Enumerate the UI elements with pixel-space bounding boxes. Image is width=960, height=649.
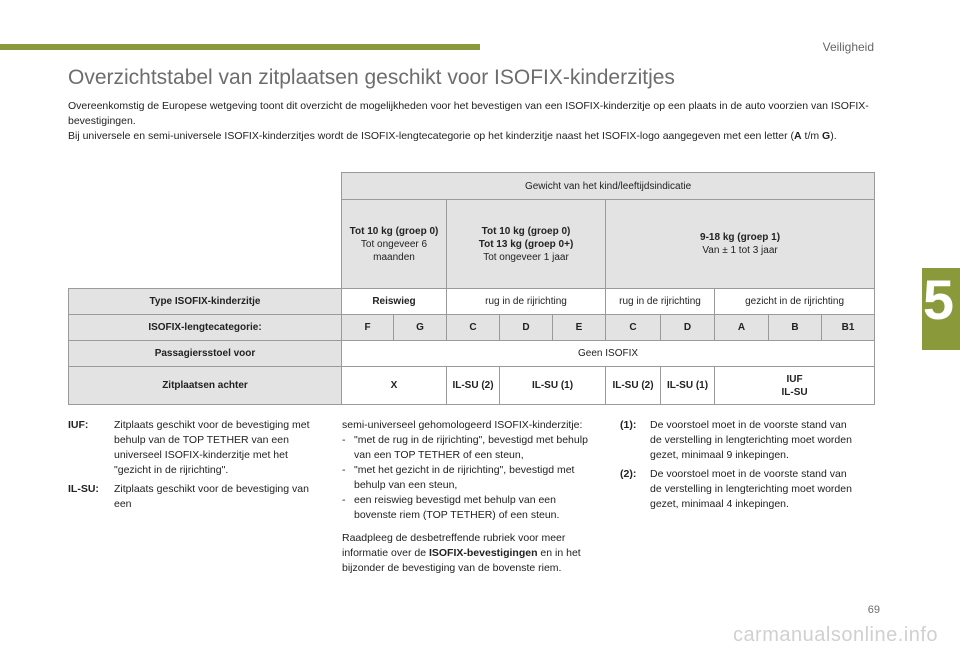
group-0plus-header (447, 200, 606, 289)
term-ilsu: IL-SU: (68, 483, 99, 495)
category-cell: D (661, 315, 715, 341)
row-label-rear-seats: Zitplaatsen achter (69, 367, 342, 405)
intro-paragraph-2 (68, 129, 880, 144)
table-row-category (69, 315, 875, 341)
rear-cell: IL-SU (1) (500, 367, 606, 405)
notes-column-3 (620, 418, 860, 516)
refer-pre: Raadpleeg de desbetreffende rubriek voor meer informatie over de (342, 532, 566, 559)
category-cell: C (606, 315, 661, 341)
group-0-weight: Tot 10 kg (groep 0) (349, 225, 439, 237)
chapter-number: 5 (922, 268, 954, 331)
page-number: 69 (867, 604, 880, 616)
rear-cell-iuf: IUF (786, 373, 803, 385)
category-cell: B1 (822, 315, 875, 341)
type-cell: rug in de rijrichting (606, 289, 715, 315)
rear-cell: IL-SU (2) (447, 367, 500, 405)
category-cell: A (715, 315, 769, 341)
group-1-header (606, 200, 875, 289)
intro-paragraph-1: Overeenkomstig de Europese wetgeving toont dit overzicht de mogelijkheden voor het bevestigen van een ISOFIX-kinderzitje op een plaats in de auto voorzien van ISOFIX-bevestigingen. (68, 100, 869, 127)
type-cell: rug in de rijrichting (447, 289, 606, 315)
intro-p2-mid: t/m (801, 130, 823, 142)
category-cell: F (342, 315, 394, 341)
category-cell: B (769, 315, 822, 341)
category-cell: D (500, 315, 553, 341)
type-cell: Reiswieg (342, 289, 447, 315)
row-label-category: ISOFIX-lengtecategorie: (69, 315, 342, 341)
page-title: Overzichtstabel van zitplaatsen geschikt voor ISOFIX-kinderzitjes (68, 66, 675, 89)
category-cell: G (394, 315, 447, 341)
row-label-type: Type ISOFIX-kinderzitje (69, 289, 342, 315)
refer-link-text: ISOFIX-bevestigingen (428, 547, 538, 559)
table-row-front-seat (69, 341, 875, 367)
intro-p2-letter-a: A (794, 130, 802, 142)
group-1-age: Van ± 1 tot 3 jaar (702, 245, 778, 256)
desc-note-2: De voorstoel moet in de voorste stand van de verstelling in lengterichting moet worden gezet, minimaal 4 inkepingen. (650, 468, 852, 510)
definition-ilsu (68, 482, 318, 512)
intro-p2-post: ). (830, 130, 837, 142)
weight-header: Gewicht van het kind/leeftijdsindicatie (342, 173, 875, 200)
type-cell: gezicht in de rijrichting (715, 289, 875, 315)
table-row-rear-seats (69, 367, 875, 405)
intro-text (68, 99, 880, 144)
table-row-type (69, 289, 875, 315)
row-label-front-seat: Passagiersstoel voor (69, 341, 342, 367)
group-0plus-weight-2: Tot 13 kg (groep 0+) (478, 238, 574, 250)
rear-cell-ilsu: IL-SU (781, 386, 808, 398)
term-iuf: IUF: (68, 419, 89, 431)
category-cell: C (447, 315, 500, 341)
intro-p2-pre: Bij universele en semi-universele ISOFIX-kinderzitjes wordt de ISOFIX-lengtecategorie op het kinderzitje naast het ISOFIX-logo aangegeven met een letter ( (68, 130, 795, 142)
category-cell: E (553, 315, 606, 341)
bullet-text: een reiswieg bevestigd met behulp van een bovenste riem (TOP TETHER) of een steun. (354, 494, 560, 521)
watermark: carmanualsonline.info (732, 624, 938, 646)
notes-column-1 (68, 418, 318, 516)
table-corner (69, 173, 342, 200)
list-item: - een reiswieg bevestigd met behulp van een bovenste riem (TOP TETHER) of een steun. (342, 493, 592, 523)
group-0plus-age: Tot ongeveer 1 jaar (483, 251, 569, 263)
semi-universal-intro: semi-universeel gehomologeerd ISOFIX-kinderzitje: (342, 419, 583, 431)
desc-ilsu: Zitplaats geschikt voor de bevestiging van een (114, 483, 309, 510)
list-item: - "met het gezicht in de rijrichting", bevestigd met behulp van een steun, (342, 463, 592, 493)
bullet-text: "met de rug in de rijrichting", bevestigd met behulp van een TOP TETHER of een steun, (354, 434, 588, 461)
rear-cell: IL-SU (1) (661, 367, 715, 405)
notes-column-2 (342, 418, 592, 576)
list-item: - "met de rug in de rijrichting", bevestigd met behulp van een TOP TETHER of een steun, (342, 433, 592, 463)
refer-paragraph (342, 531, 592, 576)
desc-note-1: De voorstoel moet in de voorste stand van de verstelling in lengterichting moet worden gezet, minimaal 9 inkepingen. (650, 419, 852, 461)
rear-cell: IL-SU (2) (606, 367, 661, 405)
group-0-age: Tot ongeveer 6 maanden (360, 238, 428, 263)
rear-cell-universal (715, 367, 875, 405)
term-note-1: (1): (620, 419, 637, 431)
isofix-table (68, 172, 875, 405)
footnote-1 (620, 418, 860, 463)
intro-p2-letter-g: G (822, 130, 831, 142)
term-note-2: (2): (620, 468, 637, 480)
section-label: Veiligheid (822, 40, 874, 54)
group-0-header (342, 200, 447, 289)
front-seat-value: Geen ISOFIX (342, 341, 875, 367)
footnote-2 (620, 467, 860, 512)
rear-cell: X (342, 367, 447, 405)
group-1-weight: 9-18 kg (groep 1) (700, 232, 781, 243)
refer-post: en in het bijzonder de bevestiging van de bovenste riem. (342, 547, 581, 574)
top-accent-bar (0, 44, 480, 50)
definition-iuf (68, 418, 318, 478)
desc-iuf: Zitplaats geschikt voor de bevestiging met behulp van de TOP TETHER van een universeel ISOFIX-kinderzitje met het "gezicht in de rijrichting". (114, 419, 310, 476)
group-0plus-weight-1: Tot 10 kg (groep 0) (481, 225, 571, 237)
bullet-text: "met het gezicht in de rijrichting", bevestigd met behulp van een steun, (354, 464, 575, 491)
table-corner-2 (69, 200, 342, 289)
